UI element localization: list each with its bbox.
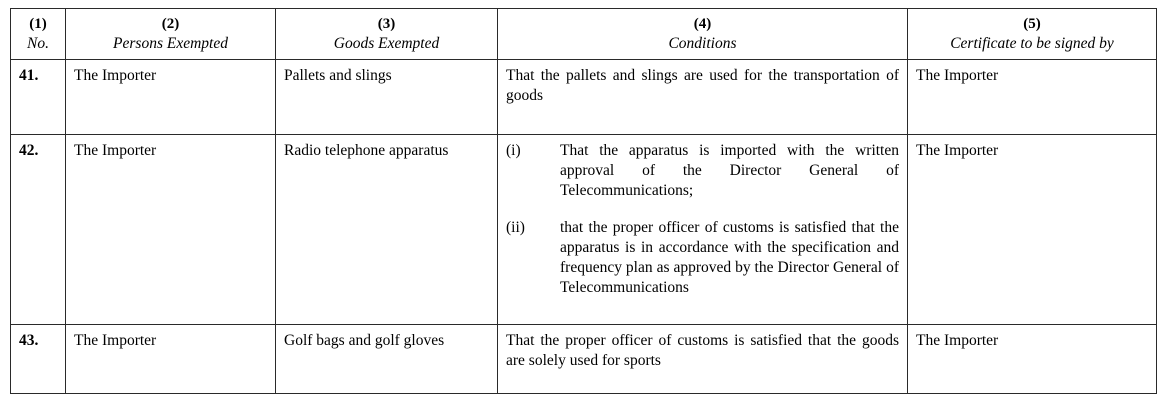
cell-goods-exempted: Radio telephone apparatus bbox=[276, 135, 498, 325]
condition-text: that the proper officer of customs is satisfied that the apparatus is in accordance with the specification and frequency plan as approved by the Director General of Telecommunications bbox=[560, 218, 899, 296]
header-label: Certificate to be signed by bbox=[950, 34, 1114, 52]
condition-text: That the apparatus is imported with the written approval of the Director General of Telecommunications; bbox=[560, 142, 899, 200]
table-row bbox=[11, 60, 1157, 135]
table-body bbox=[11, 60, 1157, 394]
cell-certificate-signed-by: The Importer bbox=[908, 135, 1157, 325]
header-cell-conditions bbox=[498, 9, 908, 60]
header-cell-certificate bbox=[908, 9, 1157, 60]
cell-conditions: That the pallets and slings are used for the transportation of goods bbox=[498, 60, 908, 135]
cell-goods-exempted: Golf bags and golf gloves bbox=[276, 325, 498, 394]
header-row bbox=[11, 9, 1157, 60]
cell-persons-exempted: The Importer bbox=[66, 135, 276, 325]
cell-conditions bbox=[498, 135, 908, 325]
condition-item bbox=[506, 218, 899, 319]
cell-persons-exempted: The Importer bbox=[66, 325, 276, 394]
header-number: (4) bbox=[693, 16, 712, 32]
condition-marker: (i) bbox=[506, 142, 521, 160]
header-label: No. bbox=[27, 34, 49, 52]
cell-persons-exempted: The Importer bbox=[66, 60, 276, 135]
table-row bbox=[11, 135, 1157, 325]
cell-no: 42. bbox=[11, 135, 66, 325]
header-label: Goods Exempted bbox=[333, 34, 440, 52]
header-number: (2) bbox=[161, 16, 180, 32]
conditions-list bbox=[506, 141, 899, 318]
header-number: (3) bbox=[377, 16, 396, 32]
header-cell-goods bbox=[276, 9, 498, 60]
cell-certificate-signed-by: The Importer bbox=[908, 60, 1157, 135]
cell-certificate-signed-by: The Importer bbox=[908, 325, 1157, 394]
table-row bbox=[11, 325, 1157, 394]
cell-no: 43. bbox=[11, 325, 66, 394]
header-number: (5) bbox=[1023, 16, 1041, 32]
header-number: (1) bbox=[29, 16, 47, 32]
condition-item bbox=[506, 141, 899, 201]
header-label: Conditions bbox=[668, 34, 737, 52]
header-label: Persons Exempted bbox=[113, 34, 228, 52]
header-cell-persons bbox=[66, 9, 276, 60]
exemption-table bbox=[10, 8, 1157, 394]
header-cell-no bbox=[11, 9, 66, 60]
cell-conditions: That the proper officer of customs is satisfied that the goods are solely used for sports bbox=[498, 325, 908, 394]
cell-no: 41. bbox=[11, 60, 66, 135]
cell-goods-exempted: Pallets and slings bbox=[276, 60, 498, 135]
condition-marker: (ii) bbox=[506, 218, 525, 236]
table-header bbox=[11, 9, 1157, 60]
